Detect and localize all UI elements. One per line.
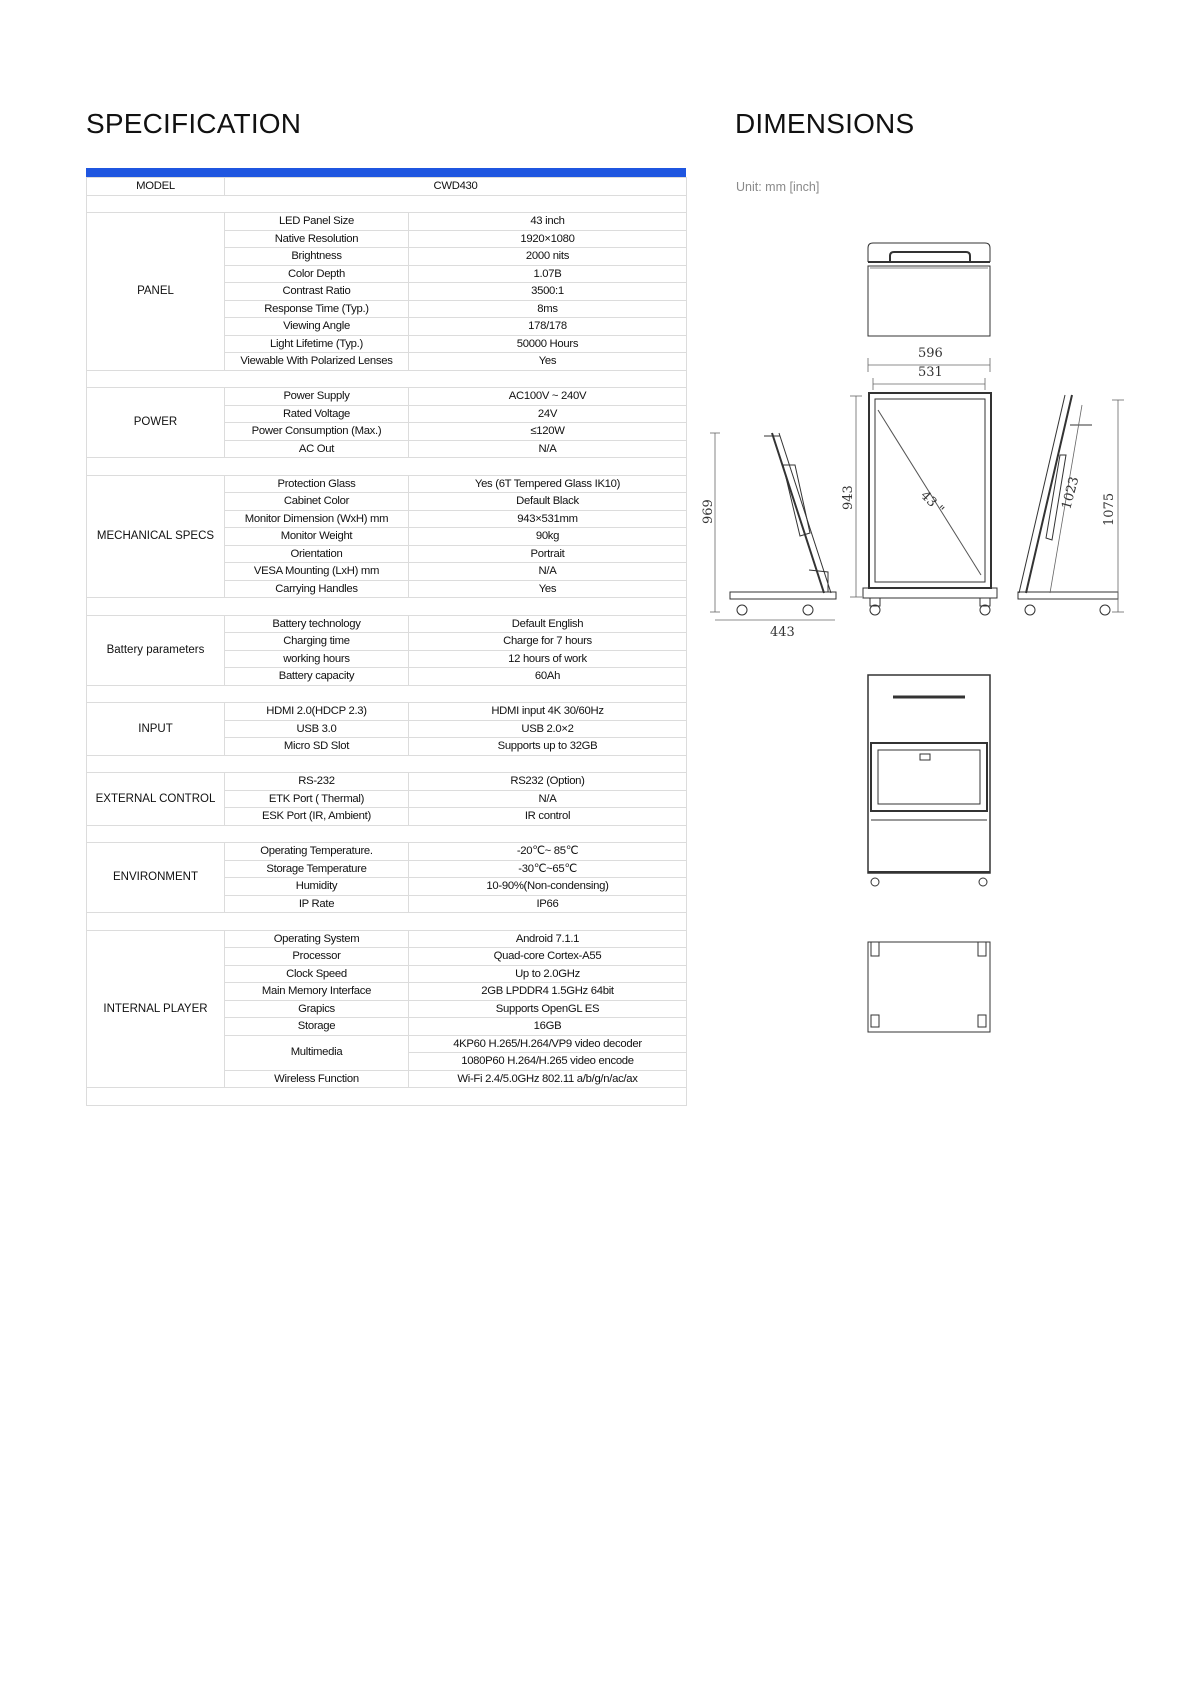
spec-value-cell: N/A xyxy=(409,440,687,458)
spacer-cell xyxy=(87,1088,687,1106)
spacer-row xyxy=(87,913,687,931)
spec-value-cell: 90kg xyxy=(409,528,687,546)
left-side-view-drawing xyxy=(710,433,836,620)
spec-value-cell: 8ms xyxy=(409,300,687,318)
spec-value-cell: Android 7.1.1 xyxy=(409,930,687,948)
spec-value-cell: 16GB xyxy=(409,1018,687,1036)
spec-value-cell: 50000 Hours xyxy=(409,335,687,353)
spec-value-cell: HDMI input 4K 30/60Hz xyxy=(409,703,687,721)
model-row xyxy=(87,178,687,196)
dim-diagonal: 43 " xyxy=(917,488,947,518)
section-name-cell: MECHANICAL SPECS xyxy=(87,475,225,598)
spec-label-cell: Storage Temperature xyxy=(225,860,409,878)
spec-value-cell: 2GB LPDDR4 1.5GHz 64bit xyxy=(409,983,687,1001)
spacer-row xyxy=(87,1088,687,1106)
spacer-cell xyxy=(87,598,687,616)
spacer-cell xyxy=(87,685,687,703)
spec-value-cell: 43 inch xyxy=(409,213,687,231)
spec-label-cell: RS-232 xyxy=(225,773,409,791)
spec-value-cell: 1080P60 H.264/H.265 video encode xyxy=(409,1053,687,1071)
spec-value-cell: Portrait xyxy=(409,545,687,563)
spec-label-cell: HDMI 2.0(HDCP 2.3) xyxy=(225,703,409,721)
dim-right-outer: 1075 xyxy=(1102,492,1117,526)
spec-value-cell: Quad-core Cortex-A55 xyxy=(409,948,687,966)
section-name-cell: Battery parameters xyxy=(87,615,225,685)
spec-value-cell: Yes xyxy=(409,580,687,598)
spec-label-cell: ETK Port ( Thermal) xyxy=(225,790,409,808)
dim-screen-height: 943 xyxy=(841,485,856,510)
spec-value-cell: Yes xyxy=(409,353,687,371)
dimension-drawings xyxy=(700,200,1170,1100)
spec-label-cell: IP Rate xyxy=(225,895,409,913)
spacer-row xyxy=(87,825,687,843)
spec-value-cell: 12 hours of work xyxy=(409,650,687,668)
spec-value-cell: N/A xyxy=(409,790,687,808)
section-name-cell: EXTERNAL CONTROL xyxy=(87,773,225,826)
spec-value-cell: USB 2.0×2 xyxy=(409,720,687,738)
spec-row xyxy=(87,615,687,633)
spec-label-cell: Native Resolution xyxy=(225,230,409,248)
spec-value-cell: 24V xyxy=(409,405,687,423)
spec-label-cell: Main Memory Interface xyxy=(225,983,409,1001)
dim-right-inner: 1023 xyxy=(1059,475,1083,512)
spacer-cell xyxy=(87,913,687,931)
spec-label-cell: Light Lifetime (Typ.) xyxy=(225,335,409,353)
section-name-cell: INTERNAL PLAYER xyxy=(87,930,225,1088)
spec-label-cell: Operating System xyxy=(225,930,409,948)
spec-header-bar xyxy=(86,168,686,177)
spacer-row xyxy=(87,195,687,213)
spec-value-cell: 3500:1 xyxy=(409,283,687,301)
spec-label-cell: Power Supply xyxy=(225,388,409,406)
spec-row xyxy=(87,213,687,231)
model-value-cell: CWD430 xyxy=(225,178,687,196)
top-view-drawing xyxy=(868,243,990,336)
spec-value-cell: 60Ah xyxy=(409,668,687,686)
spec-label-cell: Monitor Dimension (WxH) mm xyxy=(225,510,409,528)
spec-value-cell: 178/178 xyxy=(409,318,687,336)
spec-row xyxy=(87,773,687,791)
spec-label-cell: VESA Mounting (LxH) mm xyxy=(225,563,409,581)
spec-value-cell: -20℃~ 85℃ xyxy=(409,843,687,861)
spacer-row xyxy=(87,598,687,616)
spec-value-cell: N/A xyxy=(409,563,687,581)
spacer-row xyxy=(87,755,687,773)
spec-label-cell: AC Out xyxy=(225,440,409,458)
spec-label-cell: Carrying Handles xyxy=(225,580,409,598)
rear-view-drawing xyxy=(868,675,990,886)
spec-label-cell: ESK Port (IR, Ambient) xyxy=(225,808,409,826)
spec-value-cell: 1920×1080 xyxy=(409,230,687,248)
dim-left-height: 969 xyxy=(701,499,716,524)
spec-value-cell: 2000 nits xyxy=(409,248,687,266)
spec-value-cell: Yes (6T Tempered Glass IK10) xyxy=(409,475,687,493)
dim-depth: 443 xyxy=(770,625,795,640)
spec-value-cell: 943×531mm xyxy=(409,510,687,528)
spec-value-cell: Supports up to 32GB xyxy=(409,738,687,756)
dim-screen-width: 531 xyxy=(918,365,943,380)
section-name-cell: PANEL xyxy=(87,213,225,371)
spec-value-cell: AC100V ~ 240V xyxy=(409,388,687,406)
model-label-cell: MODEL xyxy=(87,178,225,196)
section-name-cell: POWER xyxy=(87,388,225,458)
spec-label-cell: working hours xyxy=(225,650,409,668)
spec-value-cell: ≤120W xyxy=(409,423,687,441)
spec-label-cell: Power Consumption (Max.) xyxy=(225,423,409,441)
spec-label-cell: Color Depth xyxy=(225,265,409,283)
spec-value-cell: Default English xyxy=(409,615,687,633)
section-name-cell: INPUT xyxy=(87,703,225,756)
spec-row xyxy=(87,930,687,948)
spacer-cell xyxy=(87,195,687,213)
unit-note: Unit: mm [inch] xyxy=(736,180,820,194)
spec-title: SPECIFICATION xyxy=(86,108,302,139)
bottom-view-drawing xyxy=(868,942,990,1032)
spec-label-cell: Protection Glass xyxy=(225,475,409,493)
spec-label-cell: Rated Voltage xyxy=(225,405,409,423)
spec-label-cell: Multimedia xyxy=(225,1035,409,1070)
spec-label-cell: Viewable With Polarized Lenses xyxy=(225,353,409,371)
spec-value-cell: Supports OpenGL ES xyxy=(409,1000,687,1018)
dim-outer-width: 596 xyxy=(918,346,943,361)
spec-label-cell: Clock Speed xyxy=(225,965,409,983)
spec-label-cell: Battery technology xyxy=(225,615,409,633)
spec-row xyxy=(87,475,687,493)
spec-value-cell: IR control xyxy=(409,808,687,826)
section-name-cell: ENVIRONMENT xyxy=(87,843,225,913)
spec-label-cell: USB 3.0 xyxy=(225,720,409,738)
spec-value-cell: -30℃~65℃ xyxy=(409,860,687,878)
spacer-cell xyxy=(87,825,687,843)
spec-label-cell: Charging time xyxy=(225,633,409,651)
spec-label-cell: Response Time (Typ.) xyxy=(225,300,409,318)
spec-value-cell: 4KP60 H.265/H.264/VP9 video decoder xyxy=(409,1035,687,1053)
spec-label-cell: Operating Temperature. xyxy=(225,843,409,861)
spec-label-cell: Micro SD Slot xyxy=(225,738,409,756)
spec-table-container xyxy=(86,168,686,1106)
spec-table xyxy=(86,177,687,1106)
spec-row xyxy=(87,703,687,721)
spacer-row xyxy=(87,458,687,476)
spec-label-cell: Viewing Angle xyxy=(225,318,409,336)
spec-value-cell: Up to 2.0GHz xyxy=(409,965,687,983)
spec-value-cell: 1.07B xyxy=(409,265,687,283)
dimensions-title: DIMENSIONS xyxy=(735,108,915,139)
spec-label-cell: Cabinet Color xyxy=(225,493,409,511)
spec-row xyxy=(87,388,687,406)
spacer-cell xyxy=(87,755,687,773)
spec-label-cell: Orientation xyxy=(225,545,409,563)
spec-label-cell: Processor xyxy=(225,948,409,966)
spec-value-cell: IP66 xyxy=(409,895,687,913)
spec-label-cell: Storage xyxy=(225,1018,409,1036)
spec-label-cell: Monitor Weight xyxy=(225,528,409,546)
spec-value-cell: Charge for 7 hours xyxy=(409,633,687,651)
spec-label-cell: Contrast Ratio xyxy=(225,283,409,301)
spec-value-cell: RS232 (Option) xyxy=(409,773,687,791)
spacer-row xyxy=(87,370,687,388)
spec-value-cell: 10-90%(Non-condensing) xyxy=(409,878,687,896)
spec-value-cell: Default Black xyxy=(409,493,687,511)
spec-label-cell: Humidity xyxy=(225,878,409,896)
spacer-row xyxy=(87,685,687,703)
spec-label-cell: Battery capacity xyxy=(225,668,409,686)
spec-value-cell: Wi-Fi 2.4/5.0GHz 802.11 a/b/g/n/ac/ax xyxy=(409,1070,687,1088)
spacer-cell xyxy=(87,370,687,388)
spec-label-cell: Brightness xyxy=(225,248,409,266)
spec-label-cell: LED Panel Size xyxy=(225,213,409,231)
spec-label-cell: Wireless Function xyxy=(225,1070,409,1088)
spec-label-cell: Grapics xyxy=(225,1000,409,1018)
spec-row xyxy=(87,843,687,861)
spacer-cell xyxy=(87,458,687,476)
